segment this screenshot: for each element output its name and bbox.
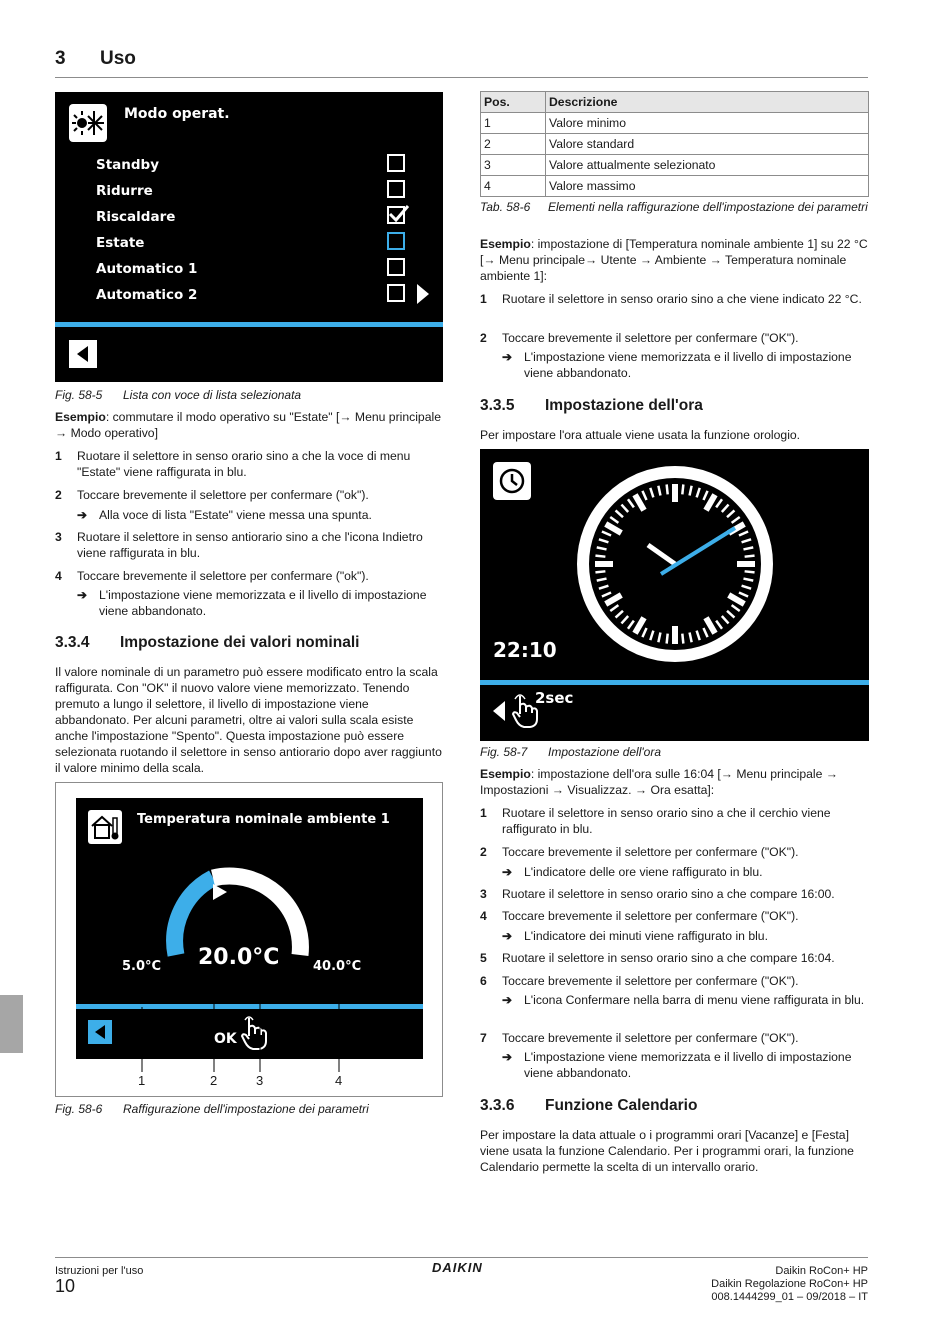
callout-1: 1: [138, 1073, 146, 1088]
mode-item-estate[interactable]: Estate: [96, 235, 145, 251]
snowflake-sun-icon: [69, 104, 107, 142]
example-time: Esempio: impostazione dell'ora sulle 16:04 [→ Menu principale → Impostazioni → Visualizzaz. → Ora esatta]:: [480, 767, 838, 797]
clock-minute-tick: [682, 484, 683, 494]
hold-duration: 2sec: [535, 689, 574, 707]
left-step-2: 2 Toccare brevemente il selettore per confermare ("ok").: [55, 488, 369, 502]
right-result-b3: ➔ L'icona Confermare nella barra di menu viene raffigurata in blu.: [502, 993, 865, 1007]
table-row: [481, 176, 869, 197]
table-cell: Valore attualmente selezionato: [546, 155, 869, 176]
table-row: [481, 113, 869, 134]
page-header: [55, 50, 868, 78]
right-result-b4: ➔ L'impostazione viene memorizzata e il livello di impostazione viene abbandonato.: [502, 1050, 852, 1080]
checkbox-standby[interactable]: [387, 154, 405, 172]
menu-bar-line: [480, 680, 869, 685]
mode-item-ridurre[interactable]: Ridurre: [96, 183, 153, 199]
table-cell: 1: [481, 113, 546, 134]
clock-minute-tick: [745, 571, 755, 572]
clock-screen: [480, 449, 869, 741]
right-step-a1: 1 Ruotare il selettore in senso orario sino a che viene indicato 22 °C.: [480, 292, 862, 306]
heading-3-3-6: 3.3.6 Funzione Calendario: [480, 1097, 698, 1114]
operating-mode-screen: [55, 92, 443, 382]
screen-title: Modo operat.: [124, 106, 230, 122]
right-step-b2: 2 Toccare brevemente il selettore per confermare ("OK").: [480, 845, 799, 859]
clock-minute-tick: [595, 571, 605, 572]
back-arrow-icon[interactable]: [493, 701, 505, 721]
table-header-row: [481, 92, 869, 113]
chapter-side-tab: [0, 995, 23, 1053]
left-result-1: ➔ Alla voce di lista "Estate" viene messa una spunta.: [77, 508, 372, 522]
mode-item-standby[interactable]: Standby: [96, 157, 160, 173]
table-cell: 2: [481, 134, 546, 155]
right-result-b1: ➔ L'indicatore delle ore viene raffigurato in blu.: [502, 865, 763, 879]
setpoint-paragraph: Il valore nominale di un parametro può essere modificato entro la scala raffigurata. Con "OK" il nuovo valore viene memorizzato. Tenendo premuto a lungo il selettore, il livello di impostazione viene abbandonato. Per alcuni parametri, oltre ai valori sulla scala esiste anche l'impostazione "Spento". Questa impostazione può essere selezionata ruotando il selettore in senso antiorario dopo aver raggiunto il valore minimo della scala.: [55, 665, 442, 775]
section-number: 3: [55, 48, 66, 69]
back-arrow-icon[interactable]: [69, 340, 97, 368]
footer-page-number: 10: [55, 1276, 76, 1296]
right-step-b3: 3 Ruotare il selettore in senso orario sino a che compare 16:00.: [480, 887, 835, 901]
clock-minute-tick: [595, 556, 605, 557]
table-header-cell: Descrizione: [546, 92, 869, 113]
table-row: [481, 155, 869, 176]
positions-table: [480, 91, 869, 197]
fig-58-5-caption: Fig. 58-5 Lista con voce di lista selezionata: [55, 388, 302, 402]
mode-item-automatico-2[interactable]: Automatico 2: [96, 287, 198, 303]
calendar-paragraph: Per impostare la data attuale o i programmi orari [Vacanze] e [Festa] viene usata la funzione Calendario. Per i programmi orari, la funzione Calendario permette la scelta di un intervallo orario.: [480, 1128, 854, 1174]
table-row: [481, 134, 869, 155]
example-temperature: Esempio: impostazione di [Temperatura nominale ambiente 1] su 22 °C [→ Menu principale→ Utente → Ambiente → Temperatura nominale ambiente 1]:: [480, 237, 868, 283]
max-value: 40.0°C: [313, 959, 362, 974]
right-step-a2: 2 Toccare brevemente il selettore per confermare ("OK").: [480, 331, 799, 345]
checkbox-estate[interactable]: [387, 232, 405, 250]
footer-product-1: Daikin RoCon+ HP: [775, 1265, 868, 1277]
callout-4: 4: [335, 1073, 343, 1088]
clock-paragraph: Per impostare l'ora attuale viene usata la funzione orologio.: [480, 428, 801, 442]
min-value: 5.0°C: [122, 959, 162, 974]
table-cell: 4: [481, 176, 546, 197]
time-display: 22:10: [493, 638, 557, 662]
right-step-b6: 6 Toccare brevemente il selettore per confermare ("OK").: [480, 974, 799, 988]
left-step-3: 3 Ruotare il selettore in senso antiorario sino a che l'icona Indietro viene raffigurata in blu.: [55, 530, 423, 560]
left-step-1: 1 Ruotare il selettore in senso orario sino a che la voce di menu "Estate" viene raffigurata in blu.: [55, 449, 411, 479]
section-title: Uso: [100, 48, 136, 69]
footer-doc-type: Istruzioni per l'uso: [55, 1265, 144, 1277]
footer-product-2: Daikin Regolazione RoCon+ HP: [711, 1278, 868, 1290]
clock-minute-tick: [682, 634, 683, 644]
left-step-4: 4 Toccare brevemente il selettore per confermare ("ok").: [55, 569, 369, 583]
right-step-b4: 4 Toccare brevemente il selettore per confermare ("OK").: [480, 909, 799, 923]
checkbox-ridurre[interactable]: [387, 180, 405, 198]
table-header-cell: Pos.: [481, 92, 546, 113]
tab-58-6-caption: Tab. 58-6 Elementi nella raffigurazione dell'impostazione dei parametri: [480, 200, 868, 214]
heading-3-3-5: 3.3.5 Impostazione dell'ora: [480, 397, 703, 414]
right-arrow-icon[interactable]: [417, 284, 429, 304]
mode-item-riscaldare[interactable]: Riscaldare: [96, 209, 176, 225]
clock-minute-tick: [667, 634, 668, 644]
checkbox-riscaldare[interactable]: [387, 206, 405, 224]
callout-2: 2: [210, 1073, 218, 1088]
left-result-2: ➔ L'impostazione viene memorizzata e il livello di impostazione viene abbandonato.: [77, 588, 427, 618]
current-value: 20.0°C: [198, 945, 280, 970]
mode-item-automatico-1[interactable]: Automatico 1: [96, 261, 198, 277]
fig-58-7-caption: Fig. 58-7 Impostazione dell'ora: [480, 745, 662, 759]
right-step-b5: 5 Ruotare il selettore in senso orario sino a che compare 16:04.: [480, 951, 835, 965]
table-cell: 3: [481, 155, 546, 176]
clock-minute-tick: [745, 556, 755, 557]
callout-3: 3: [256, 1073, 264, 1088]
example-estate: Esempio: commutare il modo operativo su "Estate" [→ Menu principale → Modo operativo]: [55, 410, 441, 440]
checkbox-automatico-1[interactable]: [387, 258, 405, 276]
right-result-a: ➔ L'impostazione viene memorizzata e il livello di impostazione viene abbandonato.: [502, 350, 852, 380]
fig-58-6-caption: Fig. 58-6 Raffigurazione dell'impostazione dei parametri: [55, 1102, 369, 1116]
callout-lines: [55, 960, 443, 1080]
menu-bar-line: [55, 322, 443, 327]
ok-label[interactable]: OK: [214, 1031, 237, 1047]
footer-rule: [55, 1257, 868, 1258]
table-cell: Valore minimo: [546, 113, 869, 134]
clock-minute-tick: [667, 484, 668, 494]
table-cell: Valore massimo: [546, 176, 869, 197]
checkbox-automatico-2[interactable]: [387, 284, 405, 302]
footer-doc-id: 008.1444299_01 – 09/2018 – IT: [711, 1291, 868, 1303]
heading-3-3-4: 3.3.4 Impostazione dei valori nominali: [55, 634, 360, 651]
right-step-b1: 1 Ruotare il selettore in senso orario sino a che il cerchio viene raffigurato in blu.: [480, 806, 831, 836]
table-cell: Valore standard: [546, 134, 869, 155]
right-step-b7: 7 Toccare brevemente il selettore per confermare ("OK").: [480, 1031, 799, 1045]
screen-title: Temperatura nominale ambiente 1: [137, 812, 390, 827]
standard-value-marker: [213, 884, 227, 900]
brand-logo: DAIKIN: [432, 1260, 483, 1275]
right-result-b2: ➔ L'indicatore dei minuti viene raffigurato in blu.: [502, 929, 768, 943]
